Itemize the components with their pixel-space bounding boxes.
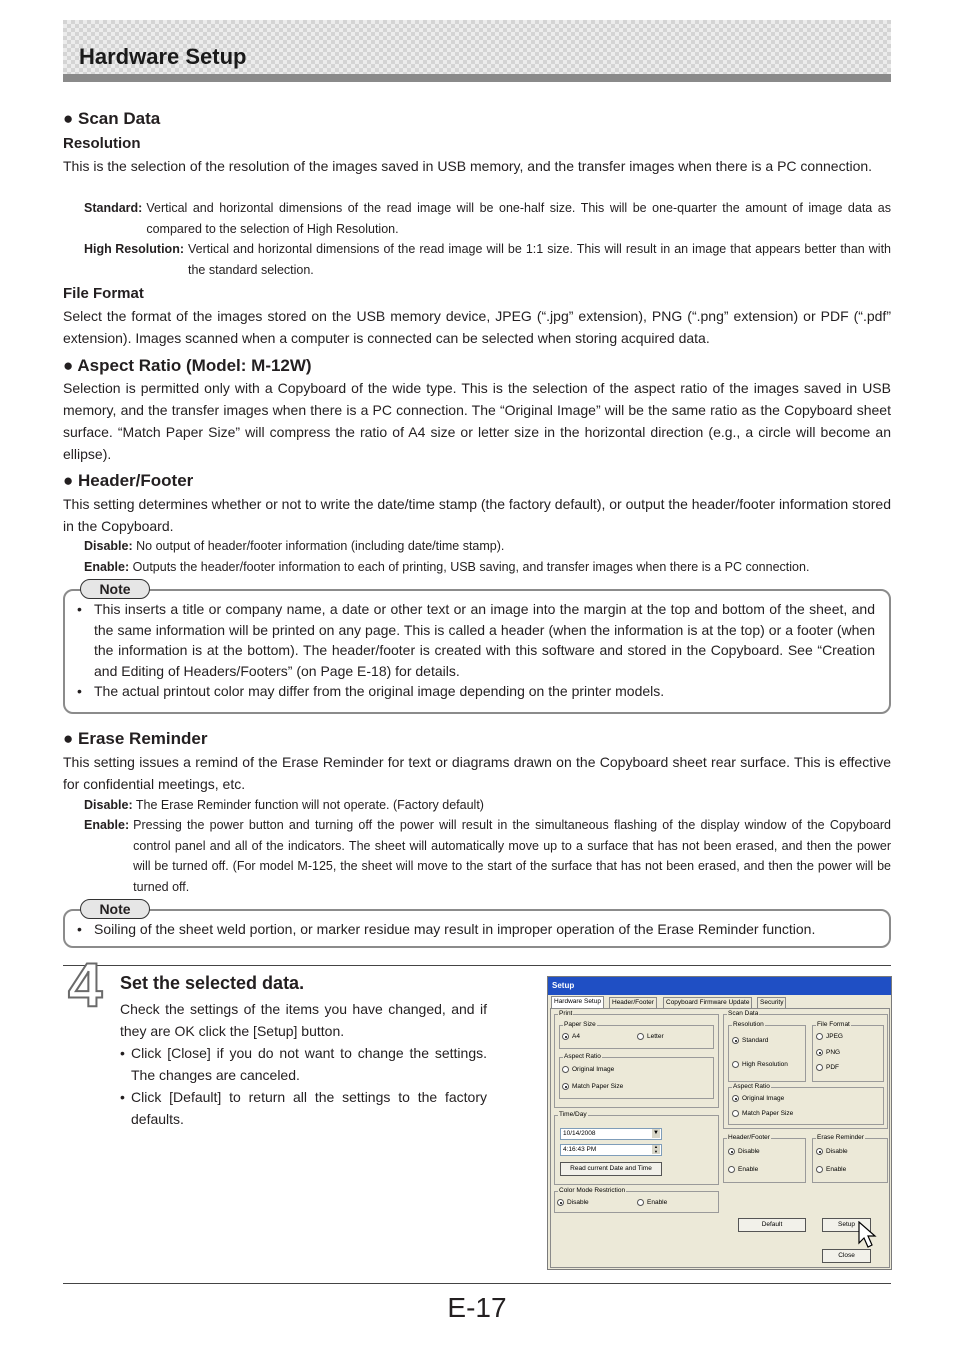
paper-size-label: Paper Size	[564, 1021, 596, 1028]
hf-enable-radio[interactable]: Enable	[728, 1166, 758, 1174]
radio-icon	[562, 1066, 569, 1073]
radio-checked-icon	[816, 1148, 823, 1155]
note-tag: Note	[80, 579, 150, 599]
step-bullet-item: • Click [Close] if you do not want to change the settings. The changes are canceled.	[120, 1042, 487, 1086]
radio-icon	[816, 1064, 823, 1071]
bullet-icon: ●	[63, 356, 74, 375]
erase-reminder-group	[812, 1134, 888, 1183]
cm-enable-radio[interactable]: Enable	[637, 1199, 667, 1207]
setup-button[interactable]: Setup	[822, 1218, 871, 1232]
radio-icon	[816, 1166, 823, 1173]
step-bullet-item: • Click [Default] to return all the settings to the factory defaults.	[120, 1086, 487, 1130]
standard-radio[interactable]: Standard	[732, 1037, 768, 1045]
high-resolution-label: High Resolution:	[84, 242, 184, 256]
time-field[interactable]: 4:16:43 PM	[560, 1144, 662, 1156]
radio-icon	[816, 1033, 823, 1040]
banner-bar	[63, 74, 891, 82]
er-enable-text: Pressing the power button and turning off the power will result in the simultaneous flashing of the display window of the Copyboard control panel and all of the indicators. The sheet will automatically move up to a surface that has not been erased, and then the power will be turned off. (For model M-125, the sheet will move to the start of the surface that has not been erased, and then the power will be turned off.	[133, 818, 891, 894]
resolution-title: Resolution	[63, 135, 141, 152]
bullet-icon: ●	[63, 109, 74, 128]
tab-hardware-setup[interactable]: Hardware Setup	[551, 996, 604, 1008]
setup-dialog	[547, 976, 892, 1270]
note-list-erase-reminder	[77, 919, 875, 940]
aspect-ratio-label: Aspect Ratio	[733, 1083, 770, 1090]
spinner-icon[interactable]: ▲ ▼	[652, 1145, 660, 1154]
bullet-icon: ●	[63, 471, 74, 490]
bullet-dot: •	[120, 1089, 125, 1105]
resolution-group	[728, 1021, 806, 1082]
hf-disable-text: No output of header/footer information (including date/time stamp).	[136, 539, 505, 553]
footer-divider	[63, 1283, 891, 1284]
step-body: Check the settings of the items you have changed, and if they are OK click the [Setup] button.	[120, 1001, 487, 1039]
erase-reminder-heading: ● Erase Reminder	[63, 729, 208, 748]
bullet-dot: •	[77, 601, 82, 617]
radio-icon	[732, 1061, 739, 1068]
aspect-ratio-body: Selection is permitted only with a Copyboard of the wide type. This is the selection of the aspect ratio of the images saved in USB memory, and the transfer images when there is a PC connection. The “Original Image” will be the same ratio as the Copyboard sheet surface. “Match Paper Size” will compress the ratio of A4 size or letter size in the horizontal direction (e.g., a circle will become an ellipse).	[63, 380, 891, 462]
radio-checked-icon	[557, 1199, 564, 1206]
radio-checked-icon	[562, 1033, 569, 1040]
radio-checked-icon	[732, 1095, 739, 1102]
high-resolution-item	[84, 239, 891, 280]
radio-checked-icon	[728, 1148, 735, 1155]
print-label: Print	[559, 1010, 573, 1017]
step-title: Set the selected data.	[120, 973, 305, 993]
date-field[interactable]: 10/14/2008	[560, 1128, 662, 1140]
hf-disable-radio[interactable]: Disable	[728, 1148, 760, 1156]
section-banner	[63, 20, 891, 82]
aspect-ratio-heading: ● Aspect Ratio (Model: M-12W)	[63, 356, 312, 375]
print-aspect-ratio-group	[559, 1053, 714, 1099]
time-day-label: Time/Day	[559, 1111, 587, 1118]
radio-icon	[637, 1033, 644, 1040]
radio-checked-icon	[816, 1049, 823, 1056]
bullet-dot: •	[120, 1045, 125, 1061]
er-disable-radio[interactable]: Disable	[816, 1148, 848, 1156]
erase-reminder-label: Erase Reminder	[817, 1134, 864, 1141]
png-radio[interactable]: PNG	[816, 1049, 840, 1057]
hf-enable-text: Outputs the header/footer information to each of printing, USB saving, and transfer images when there is a PC connection.	[132, 560, 810, 574]
tab-firmware-update[interactable]: Copyboard Firmware Update	[663, 997, 752, 1008]
a4-radio[interactable]: A4	[562, 1033, 580, 1041]
page-title: Hardware Setup	[79, 44, 247, 69]
read-time-button[interactable]: Read current Date and Time	[560, 1162, 662, 1176]
file-format-label: File Format	[817, 1021, 850, 1028]
hf-disable-item	[84, 536, 891, 557]
erase-reminder-body: This setting issues a remind of the Erase Reminder for text or diagrams drawn on the Copyboard sheet rear surface. This is effective for confidential meetings, etc.	[63, 754, 891, 792]
bullet-icon: ●	[63, 729, 74, 748]
aspect-ratio-label: Aspect Ratio	[564, 1053, 601, 1060]
step-divider	[63, 965, 891, 966]
header-footer-body: This setting determines whether or not to write the date/time stamp (the factory default), or output the header/footer information stored in the Copyboard.	[63, 496, 891, 534]
header-footer-label: Header/Footer	[728, 1134, 770, 1141]
step-bullets	[120, 1042, 487, 1130]
dialog-title: Setup	[548, 977, 891, 995]
bullet-dot: •	[77, 683, 82, 699]
hf-enable-label: Enable:	[84, 560, 130, 574]
letter-radio[interactable]: Letter	[637, 1033, 664, 1041]
pdf-radio[interactable]: PDF	[816, 1064, 839, 1072]
standard-text: Vertical and horizontal dimensions of the read image will be one-half size. This will be one-quarter the amount of image data as compared to the selection of High Resolution.	[146, 201, 891, 236]
radio-checked-icon	[732, 1037, 739, 1044]
bullet-dot: •	[77, 921, 82, 937]
er-enable-label: Enable:	[84, 818, 130, 832]
color-mode-label: Color Mode Restriction	[559, 1187, 626, 1194]
er-enable-item	[84, 815, 891, 897]
radio-checked-icon	[562, 1083, 569, 1090]
radio-icon	[637, 1199, 644, 1206]
scan-match-paper-size-radio[interactable]: Match Paper Size	[732, 1110, 793, 1118]
close-button[interactable]: Close	[822, 1249, 871, 1263]
file-format-title: File Format	[63, 285, 144, 302]
note-tag: Note	[80, 899, 150, 919]
scan-aspect-ratio-group	[728, 1083, 884, 1125]
er-enable-radio[interactable]: Enable	[816, 1166, 846, 1174]
header-footer-heading: ● Header/Footer	[63, 471, 194, 490]
note-list-header-footer	[77, 599, 875, 702]
jpeg-radio[interactable]: JPEG	[816, 1033, 843, 1041]
radio-icon	[728, 1166, 735, 1173]
original-image-radio[interactable]: Original Image	[562, 1066, 614, 1074]
hf-enable-item	[84, 557, 891, 578]
er-disable-label: Disable:	[84, 798, 133, 812]
dropdown-arrow-icon[interactable]: ▼	[653, 1130, 659, 1136]
mouse-pointer-icon	[857, 1221, 881, 1249]
standard-label: Standard:	[84, 201, 143, 215]
step-number-icon	[64, 950, 112, 1012]
tab-security[interactable]: Security	[757, 997, 786, 1008]
high-resolution-text: Vertical and horizontal dimensions of the read image will be 1:1 size. This will result in an image that appears better than with the standard selection.	[188, 242, 891, 277]
er-disable-item	[84, 795, 891, 816]
note-item: • Soiling of the sheet weld portion, or marker residue may result in improper operation of the Erase Reminder function.	[77, 919, 875, 940]
resolution-label: Resolution	[733, 1021, 764, 1028]
standard-item	[84, 198, 891, 239]
page-number: E-17	[447, 1292, 507, 1323]
er-disable-text: The Erase Reminder function will not operate. (Factory default)	[135, 798, 484, 812]
tab-header-footer[interactable]: Header/Footer	[609, 997, 657, 1008]
hf-disable-label: Disable:	[84, 539, 133, 553]
step-number: 4	[68, 951, 103, 1012]
default-button[interactable]: Default	[738, 1218, 806, 1232]
resolution-body: This is the selection of the resolution of the images saved in USB memory, and the transfer images when there is a PC connection.	[63, 158, 873, 174]
match-paper-size-radio[interactable]: Match Paper Size	[562, 1083, 623, 1091]
scan-data-label: Scan Data	[728, 1010, 759, 1017]
scan-data-heading: ● Scan Data	[63, 109, 161, 128]
scan-original-image-radio[interactable]: Original Image	[732, 1095, 784, 1103]
cm-disable-radio[interactable]: Disable	[557, 1199, 589, 1207]
note-item: • This inserts a title or company name, a date or other text or an image into the margin at the top and bottom of the sheet, and the same information will be printed on any page. This is called a header (when the information is at the top) or a footer (when the information is at the bottom). The header/footer is created with this software and stored in the Copyboard. See “Creation and Editing of Headers/Footers” (on Page E-18) for details.	[77, 599, 875, 681]
high-resolution-radio[interactable]: High Resolution	[732, 1061, 788, 1069]
note-item: • The actual printout color may differ from the original image depending on the printer models.	[77, 681, 875, 702]
radio-icon	[732, 1110, 739, 1117]
file-format-body: Select the format of the images stored on the USB memory device, JPEG (“.jpg” extension), PNG (“.png” extension) or PDF (“.pdf” extension). Images scanned when a computer is connected can be selected when storing acquired data.	[63, 308, 891, 346]
header-footer-group	[723, 1134, 806, 1183]
